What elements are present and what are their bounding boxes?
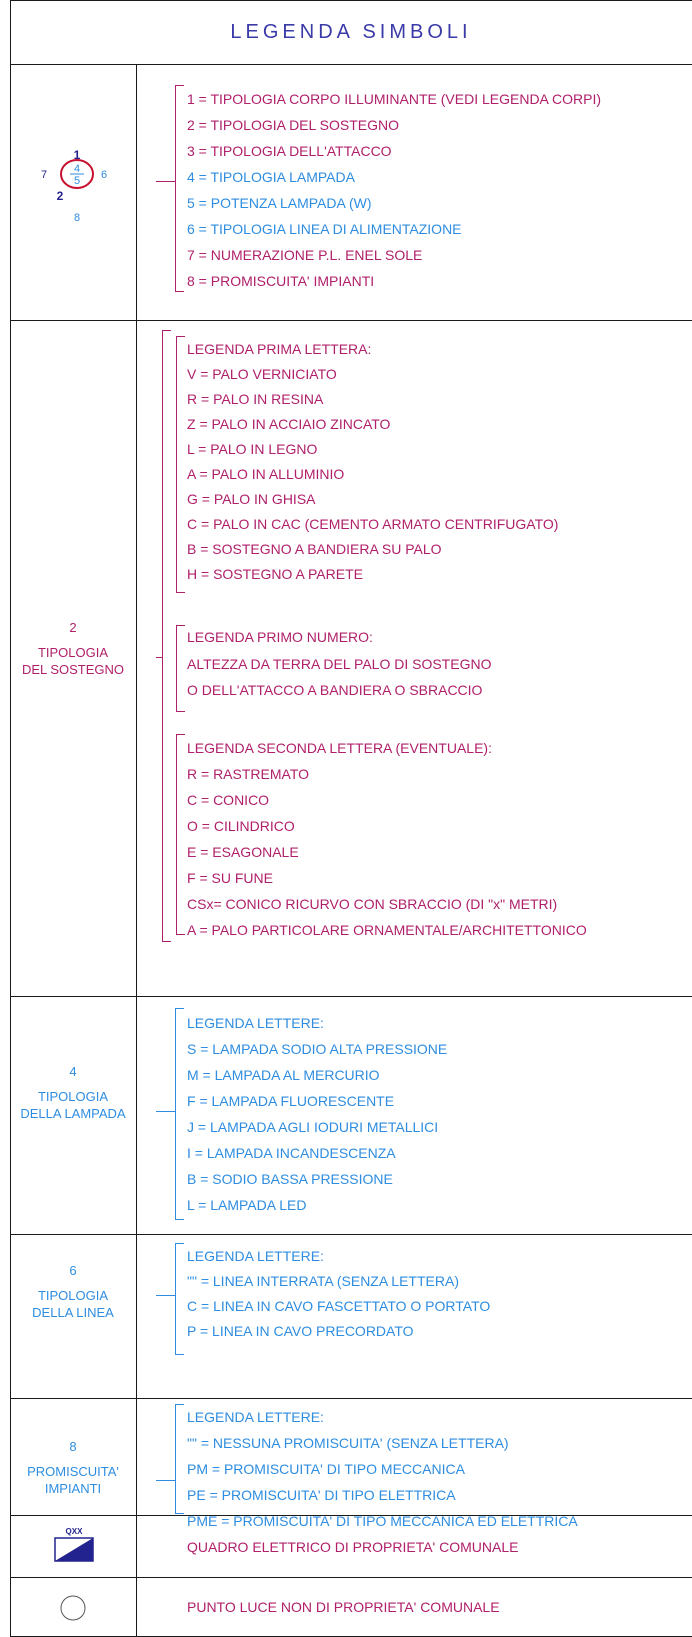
second-letter-item: C = CONICO xyxy=(187,792,270,808)
electrical-panel-icon xyxy=(50,1525,98,1565)
promiscuita-label-line1: PROMISCUITA' xyxy=(27,1464,119,1479)
linea-heading: LEGENDA LETTERE: xyxy=(187,1248,324,1264)
lampada-item: J = LAMPADA AGLI IODURI METALLICI xyxy=(187,1119,439,1135)
lampada-item: I = LAMPADA INCANDESCENZA xyxy=(187,1145,396,1161)
linea-label xyxy=(10,1262,136,1321)
symbol-item-2: 2 = TIPOLOGIA DEL SOSTEGNO xyxy=(187,117,400,133)
second-letter-item: CSx= CONICO RICURVO CON SBRACCIO (DI "x" METRI) xyxy=(187,896,558,912)
second-letter-item: O = CILINDRICO xyxy=(187,818,295,834)
row-divider xyxy=(10,996,692,997)
promiscuita-label xyxy=(10,1438,136,1497)
lampada-number: 4 xyxy=(69,1064,77,1079)
promiscuita-item: PM = PROMISCUITA' DI TIPO MECCANICA xyxy=(187,1461,465,1477)
first-number-item: ALTEZZA DA TERRA DEL PALO DI SOSTEGNO xyxy=(187,656,492,672)
first-letter-heading: LEGENDA PRIMA LETTERA: xyxy=(187,341,372,357)
diagram-number-1: 1 xyxy=(73,148,81,162)
bracket-connector xyxy=(156,1480,175,1481)
bracket-connector xyxy=(156,1111,175,1112)
promiscuita-item: PME = PROMISCUITA' DI TIPO MECCANICA ED ELETTRICA xyxy=(187,1513,578,1529)
border-left xyxy=(10,0,11,1637)
bracket xyxy=(176,336,185,593)
linea-label-line1: TIPOLOGIA xyxy=(37,1288,109,1303)
row-divider xyxy=(10,64,692,65)
symbol-item-5: 5 = POTENZA LAMPADA (W) xyxy=(187,195,372,211)
first-letter-item: B = SOSTEGNO A BANDIERA SU PALO xyxy=(187,541,442,557)
linea-number: 6 xyxy=(69,1263,77,1278)
diagram-number-2: 2 xyxy=(56,189,64,203)
diagram-number-4: 4 xyxy=(73,163,81,175)
punto-luce-text: PUNTO LUCE NON DI PROPRIETA' COMUNALE xyxy=(187,1599,500,1615)
first-letter-item: L = PALO IN LEGNO xyxy=(187,441,318,457)
panel-icon-label: QXX xyxy=(65,1527,83,1536)
column-divider xyxy=(136,64,137,1637)
bracket xyxy=(175,85,184,292)
lampada-label xyxy=(10,1063,136,1122)
first-number-item: O DELL'ATTACCO A BANDIERA O SBRACCIO xyxy=(187,682,483,698)
lampada-item: B = SODIO BASSA PRESSIONE xyxy=(187,1171,393,1187)
symbol-item-7: 7 = NUMERAZIONE P.L. ENEL SOLE xyxy=(187,247,423,263)
row-divider xyxy=(10,1398,692,1399)
promiscuita-label-line2: IMPIANTI xyxy=(44,1481,102,1496)
second-letter-item: R = RASTREMATO xyxy=(187,766,310,782)
symbol-item-8: 8 = PROMISCUITA' IMPIANTI xyxy=(187,273,375,289)
sostegno-label-line1: TIPOLOGIA xyxy=(37,645,109,660)
first-letter-item: V = PALO VERNICIATO xyxy=(187,366,337,382)
second-letter-item: F = SU FUNE xyxy=(187,870,273,886)
symbol-item-3: 3 = TIPOLOGIA DELL'ATTACCO xyxy=(187,143,392,159)
diagram-number-5: 5 xyxy=(73,175,81,187)
bracket-connector xyxy=(156,181,175,182)
first-letter-item: C = PALO IN CAC (CEMENTO ARMATO CENTRIFUGATO) xyxy=(187,516,559,532)
promiscuita-number: 8 xyxy=(69,1439,77,1454)
lampada-label-line2: DELLA LAMPADA xyxy=(20,1106,126,1121)
second-letter-heading: LEGENDA SECONDA LETTERA (EVENTUALE): xyxy=(187,740,492,756)
linea-item: "" = LINEA INTERRATA (SENZA LETTERA) xyxy=(187,1273,459,1289)
lampada-item: F = LAMPADA FLUORESCENTE xyxy=(187,1093,395,1109)
quadro-text: QUADRO ELETTRICO DI PROPRIETA' COMUNALE xyxy=(187,1539,519,1555)
bracket xyxy=(175,1008,184,1220)
linea-item: C = LINEA IN CAVO FASCETTATO O PORTATO xyxy=(187,1298,491,1314)
first-letter-item: G = PALO IN GHISA xyxy=(187,491,316,507)
first-number-heading: LEGENDA PRIMO NUMERO: xyxy=(187,629,373,645)
page-title: LEGENDA SIMBOLI xyxy=(230,21,472,43)
symbol-item-6: 6 = TIPOLOGIA LINEA DI ALIMENTAZIONE xyxy=(187,221,462,237)
row-divider xyxy=(10,320,692,321)
bracket xyxy=(176,734,185,935)
lampada-item: S = LAMPADA SODIO ALTA PRESSIONE xyxy=(187,1041,448,1057)
sostegno-number: 2 xyxy=(69,620,77,635)
diagram-number-6: 6 xyxy=(100,169,108,181)
bracket xyxy=(175,1243,184,1355)
promiscuita-item: "" = NESSUNA PROMISCUITA' (SENZA LETTERA) xyxy=(187,1435,509,1451)
lampada-label-line1: TIPOLOGIA xyxy=(37,1089,109,1104)
sostegno-label xyxy=(10,619,136,678)
row-divider xyxy=(10,1577,692,1578)
diagram-number-7: 7 xyxy=(40,169,48,181)
lampada-item: M = LAMPADA AL MERCURIO xyxy=(187,1067,380,1083)
second-letter-item: A = PALO PARTICOLARE ORNAMENTALE/ARCHITETTONICO xyxy=(187,922,587,938)
lampada-heading: LEGENDA LETTERE: xyxy=(187,1015,324,1031)
second-letter-item: E = ESAGONALE xyxy=(187,844,299,860)
promiscuita-item: PE = PROMISCUITA' DI TIPO ELETTRICA xyxy=(187,1487,456,1503)
linea-item: P = LINEA IN CAVO PRECORDATO xyxy=(187,1323,414,1339)
linea-label-line2: DELLA LINEA xyxy=(32,1305,114,1320)
sostegno-label-line2: DEL SOSTEGNO xyxy=(21,662,125,677)
bracket xyxy=(176,625,185,712)
first-letter-item: Z = PALO IN ACCIAIO ZINCATO xyxy=(187,416,391,432)
lampada-item: L = LAMPADA LED xyxy=(187,1197,307,1213)
row-divider xyxy=(10,1234,692,1235)
symbol-item-4: 4 = TIPOLOGIA LAMPADA xyxy=(187,169,355,185)
bracket-connector xyxy=(156,1295,175,1296)
first-letter-item: R = PALO IN RESINA xyxy=(187,391,324,407)
first-letter-item: H = SOSTEGNO A PARETE xyxy=(187,566,363,582)
bracket xyxy=(175,1404,184,1514)
symbol-item-1: 1 = TIPOLOGIA CORPO ILLUMINANTE (VEDI LEGENDA CORPI) xyxy=(187,91,602,107)
diagram-number-8: 8 xyxy=(73,212,81,224)
first-letter-item: A = PALO IN ALLUMINIO xyxy=(187,466,345,482)
outer-bracket xyxy=(162,330,171,942)
promiscuita-heading: LEGENDA LETTERE: xyxy=(187,1409,324,1425)
circle-icon xyxy=(58,1593,88,1623)
pole-symbol-diagram xyxy=(30,140,130,240)
